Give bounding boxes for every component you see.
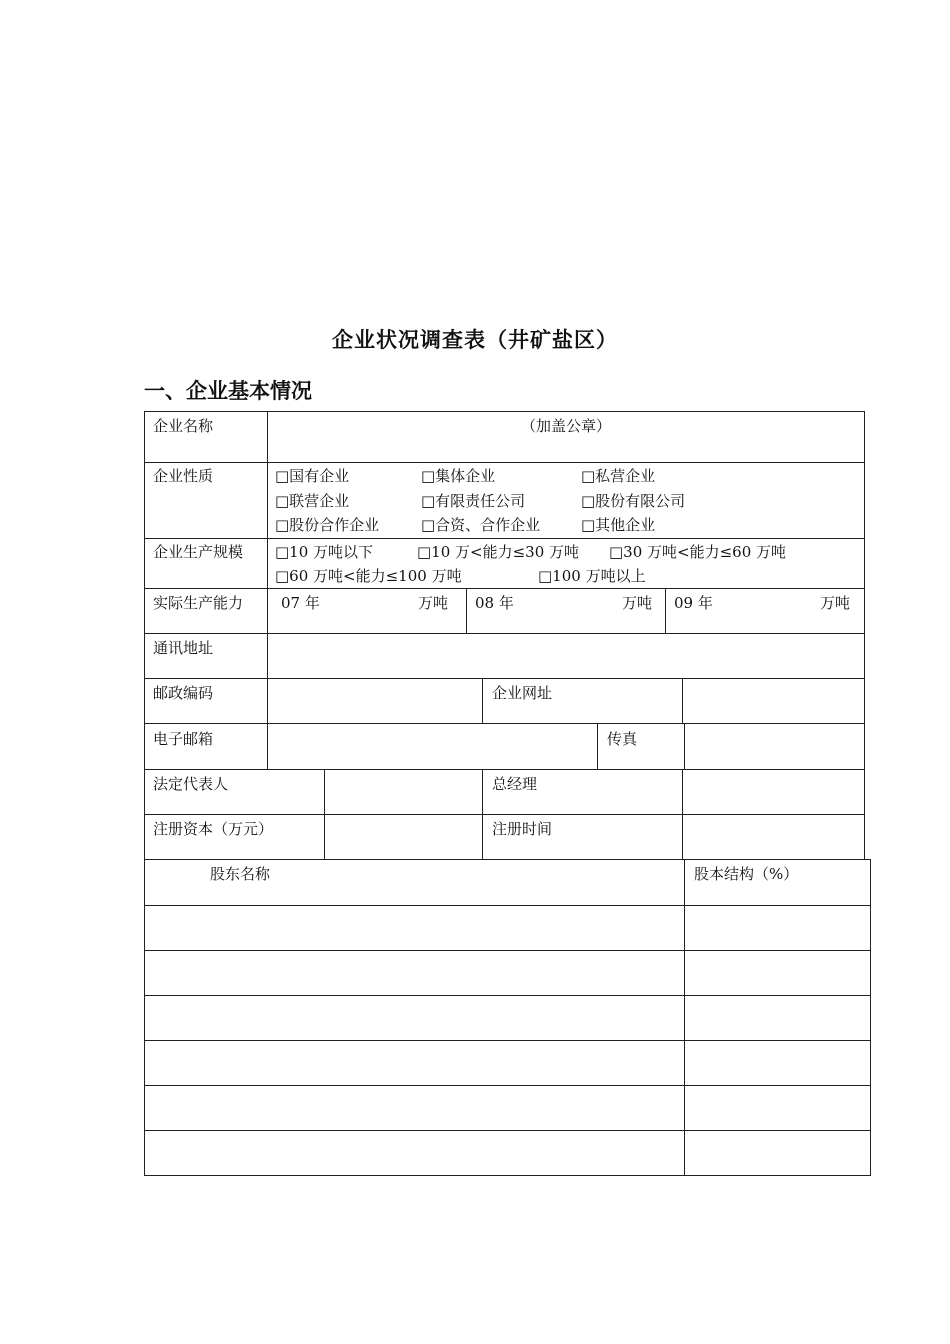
seal-note: （加盖公章）: [520, 417, 611, 435]
fax-field[interactable]: [685, 724, 864, 769]
option-limited-liability[interactable]: □有限责任公司: [421, 492, 526, 510]
general-manager-field[interactable]: [683, 770, 864, 814]
company-name-label: 企业名称: [153, 417, 214, 435]
company-nature-label: 企业性质: [153, 467, 214, 485]
capacity-unit-09: 万吨: [820, 594, 851, 612]
production-scale-label: 企业生产规模: [153, 543, 244, 561]
option-collective[interactable]: □集体企业: [421, 467, 496, 485]
section-heading: 一、企业基本情况: [144, 379, 312, 403]
scale-option-under-10[interactable]: □10 万吨以下: [275, 543, 374, 561]
option-joint-stock[interactable]: □股份有限公司: [581, 492, 686, 510]
share-percent-cell[interactable]: [685, 996, 870, 1040]
option-stock-cooperative[interactable]: □股份合作企业: [275, 516, 380, 534]
option-other[interactable]: □其他企业: [581, 516, 656, 534]
shareholder-name-cell[interactable]: [145, 1041, 684, 1085]
fax-label: 传真: [607, 730, 638, 748]
scale-option-30-60[interactable]: □30 万吨<能力≤60 万吨: [609, 543, 787, 561]
legal-representative-label: 法定代表人: [153, 775, 229, 793]
option-joint-venture[interactable]: □联营企业: [275, 492, 350, 510]
share-percent-cell[interactable]: [685, 1131, 870, 1175]
address-label: 通讯地址: [153, 639, 214, 657]
option-private[interactable]: □私营企业: [581, 467, 656, 485]
registration-time-label: 注册时间: [492, 820, 553, 838]
capacity-unit-08: 万吨: [622, 594, 653, 612]
option-state-owned[interactable]: □国有企业: [275, 467, 350, 485]
share-percent-cell[interactable]: [685, 951, 870, 995]
email-field[interactable]: [268, 724, 597, 769]
email-label: 电子邮箱: [153, 730, 214, 748]
share-percent-cell[interactable]: [685, 1041, 870, 1085]
shareholder-name-cell[interactable]: [145, 996, 684, 1040]
capacity-year-08: 08 年: [475, 594, 514, 612]
postcode-label: 邮政编码: [153, 684, 214, 702]
postcode-field[interactable]: [268, 679, 482, 723]
shareholder-name-cell[interactable]: [145, 951, 684, 995]
shareholder-name-header: 股东名称: [210, 865, 271, 883]
address-field[interactable]: [268, 634, 864, 678]
scale-option-over-100[interactable]: □100 万吨以上: [538, 567, 646, 585]
capacity-unit-07: 万吨: [418, 594, 449, 612]
website-field[interactable]: [683, 679, 864, 723]
capacity-year-09: 09 年: [674, 594, 713, 612]
option-sino-foreign[interactable]: □合资、合作企业: [421, 516, 541, 534]
registered-capital-field[interactable]: [325, 815, 482, 859]
share-percent-cell[interactable]: [685, 906, 870, 950]
shareholder-name-cell[interactable]: [145, 1131, 684, 1175]
website-label: 企业网址: [492, 684, 553, 702]
share-structure-header: 股本结构（%）: [694, 865, 799, 883]
document-title: 企业状况调查表（井矿盐区）: [332, 328, 618, 352]
scale-option-60-100[interactable]: □60 万吨<能力≤100 万吨: [275, 567, 462, 585]
scale-option-10-30[interactable]: □10 万<能力≤30 万吨: [417, 543, 580, 561]
registered-capital-label: 注册资本（万元）: [153, 820, 274, 838]
share-percent-cell[interactable]: [685, 1086, 870, 1130]
capacity-year-07: 07 年: [281, 594, 320, 612]
registration-time-field[interactable]: [683, 815, 864, 859]
general-manager-label: 总经理: [492, 775, 538, 793]
shareholder-name-cell[interactable]: [145, 1086, 684, 1130]
shareholder-name-cell[interactable]: [145, 906, 684, 950]
legal-representative-field[interactable]: [325, 770, 482, 814]
actual-capacity-label: 实际生产能力: [153, 594, 244, 612]
